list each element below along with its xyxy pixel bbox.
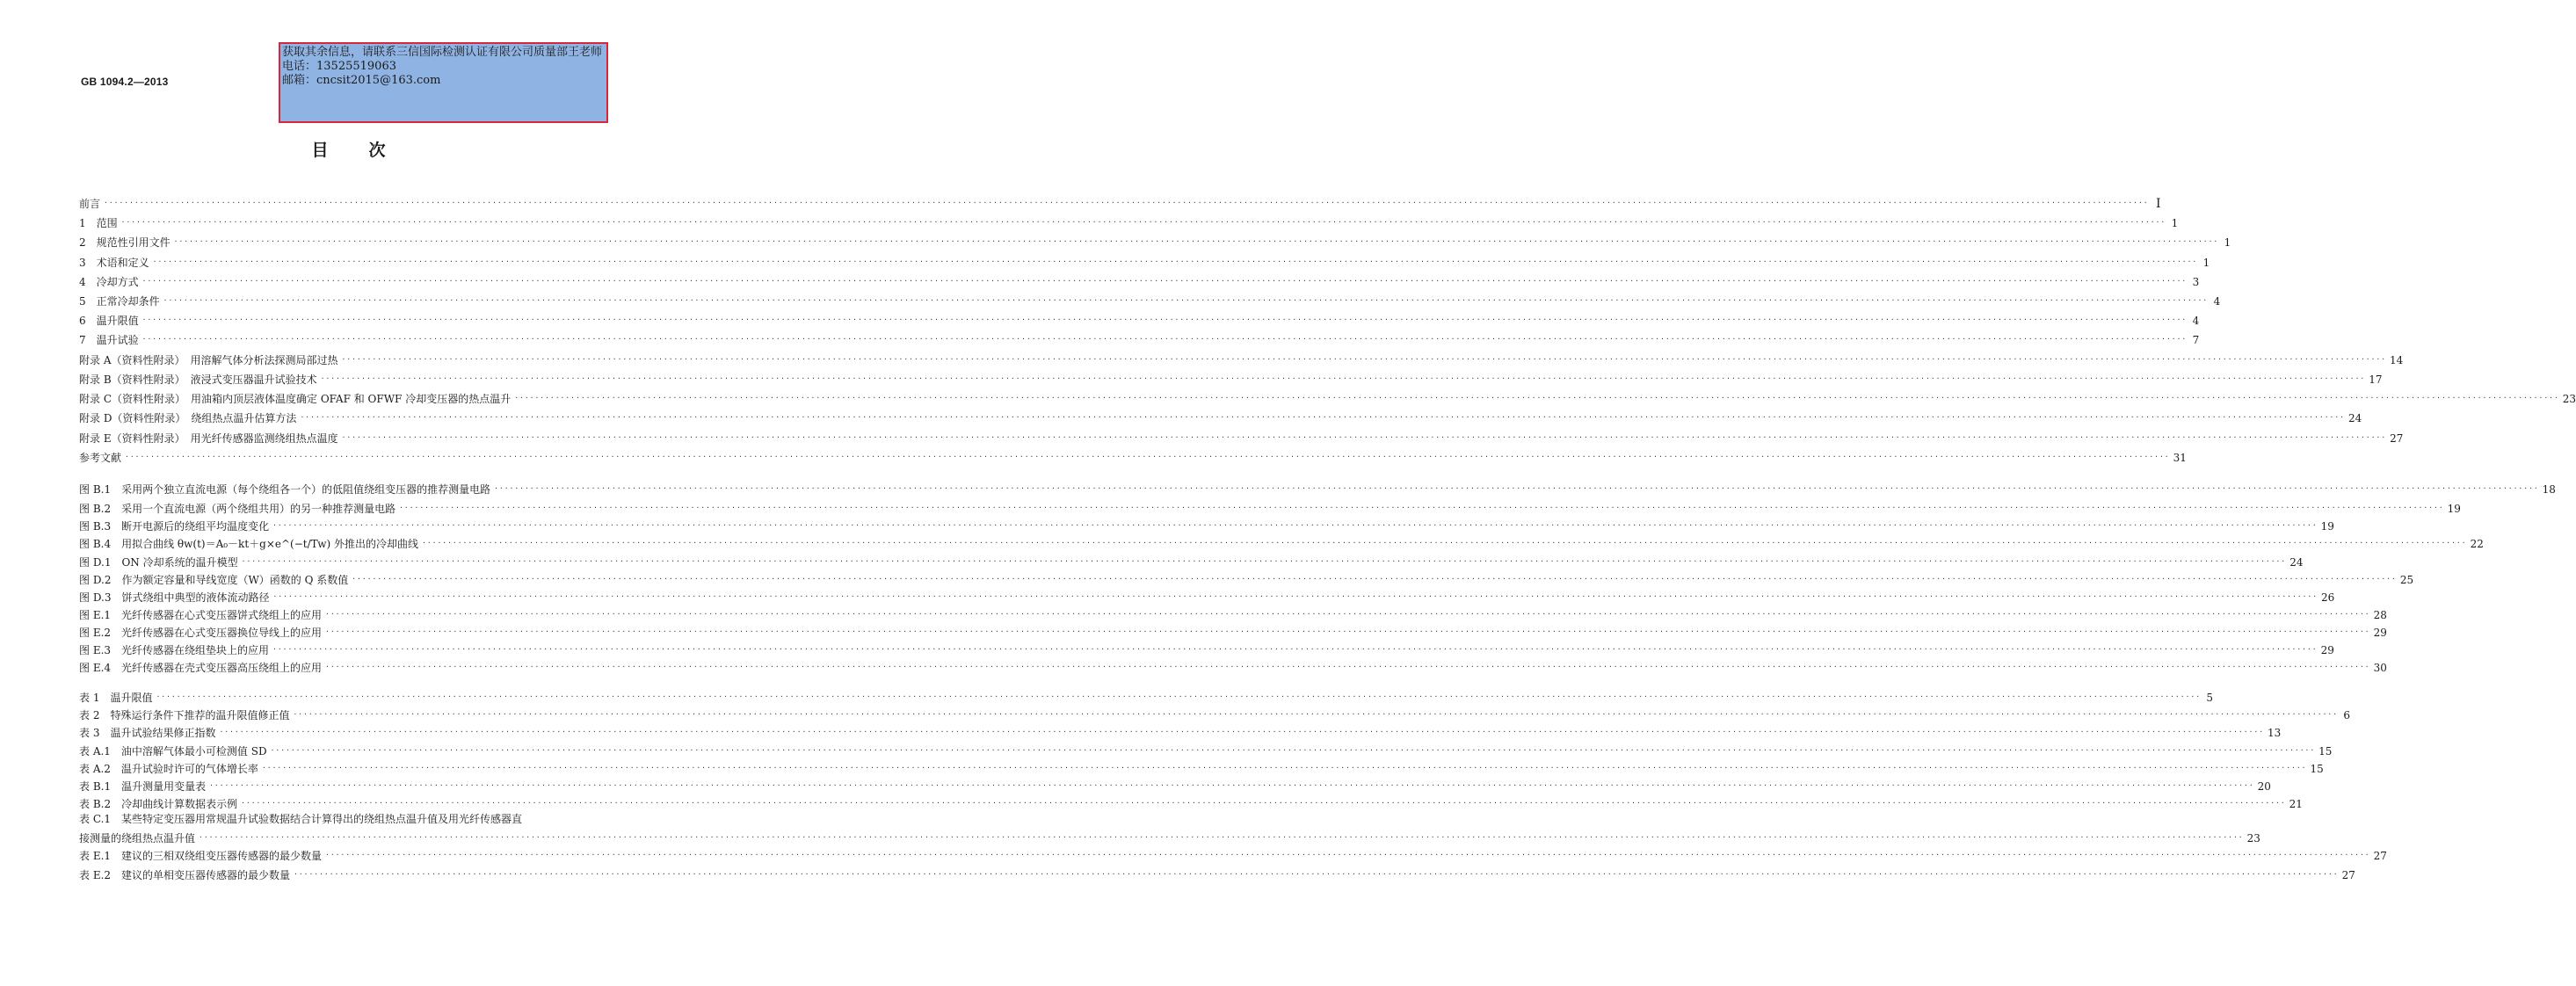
toc-entry[interactable] (79, 310, 2200, 328)
toc-entry[interactable] (79, 865, 2355, 882)
toc-leader-dots: ················································································································································································································································································································································································································ (141, 315, 2188, 323)
toc-entry-page: 22 (2470, 538, 2484, 550)
toc-entry-continuation (79, 831, 2260, 845)
toc-entry[interactable] (79, 552, 2304, 569)
notice-line-email: 邮箱：cncsit2015@163.com (282, 74, 441, 87)
toc-entry-page: 27 (2341, 869, 2355, 881)
toc-leader-dots: ················································································································································································································································································································································································································ (494, 484, 2539, 492)
toc-entry-label: 表 E.2 建议的单相变压器传感器的最少数量 (79, 869, 291, 881)
toc-entry-page: 24 (2289, 556, 2304, 569)
toc-entry-page: 19 (2320, 520, 2334, 533)
toc-entry-page: 23 (2562, 393, 2576, 405)
toc-entry-label: 前言 (79, 198, 101, 210)
notice-line-phone: 电话：13525519063 (282, 60, 396, 73)
toc-entry-label: 附录 C（资料性附录） 用油箱内顶层液体温度确定 OFAF 和 OFWF 冷却变压器的热点温升 (79, 393, 512, 405)
toc-leader-dots: ················································································································································································································································································································································································································ (270, 746, 2316, 754)
toc-entry-label: 附录 D（资料性附录） 绕组热点温升估算方法 (79, 412, 297, 424)
toc-entry-page: 31 (2173, 452, 2187, 464)
page-title-text: 目次 (311, 141, 426, 160)
toc-entry-page: 23 (2246, 832, 2260, 845)
toc-leader-dots: ················································································································································································································································································································································································································ (219, 728, 2265, 736)
toc-entry-label: 5 正常冷却条件 (79, 295, 160, 308)
toc-entry-page: 5 (2206, 692, 2214, 704)
toc-entry-label: 图 E.1 光纤传感器在心式变压器饼式绕组上的应用 (79, 609, 323, 621)
toc-entry-label: 2 规范性引用文件 (79, 236, 171, 249)
toc-entry-label: 图 D.1 ON 冷却系统的温升模型 (79, 556, 238, 569)
toc-entry[interactable] (79, 193, 2161, 211)
toc-entry-label: 附录 E（资料性附录） 用光纤传感器监测绕组热点温度 (79, 432, 338, 445)
standard-code: GB 1094.2—2013 (81, 76, 169, 88)
toc-entry[interactable] (79, 741, 2333, 758)
toc-entry-label: 图 B.4 用拟合曲线 θw(t)＝A₀－kt＋g×e^(−t/Tw) 外推出的冷却曲线 (79, 538, 418, 550)
toc-leader-dots: ················································································································································································································································································································································································································ (325, 663, 2370, 671)
toc-entry[interactable] (79, 428, 2404, 446)
toc-leader-dots: ················································································································································································································································································································································································································ (104, 199, 2149, 207)
toc-entry-label: 图 E.3 光纤传感器在绕组垫块上的应用 (79, 644, 270, 656)
toc-leader-dots: ················································································································································································································································································································································································································ (341, 433, 2387, 441)
toc-entry-label: 表 A.1 油中溶解气体最小可检测值 SD (79, 745, 267, 758)
toc-leader-dots: ················································································································································································································································································································································································································ (152, 257, 2198, 265)
toc-entry-page: 25 (2399, 574, 2414, 586)
toc-entry[interactable] (79, 330, 2200, 347)
toc-entry-label-cont: 接测量的绕组热点温升值 (79, 832, 196, 845)
toc-entry[interactable] (79, 369, 2383, 387)
toc-entry-page: 27 (2373, 850, 2387, 862)
toc-leader-dots: ················································································································································································································································································································································································································ (199, 833, 2244, 841)
toc-entry-label: 1 范围 (79, 217, 118, 229)
toc-entry-page: 20 (2257, 780, 2271, 793)
toc-leader-dots: ················································································································································································································································································································································································································ (341, 355, 2387, 363)
toc-entry-page: 26 (2321, 591, 2335, 604)
toc-entry-page: 27 (2390, 432, 2404, 445)
toc-entry-page: 1 (2224, 236, 2231, 249)
toc-entry-label: 6 温升限值 (79, 315, 139, 327)
toc-leader-dots: ················································································································································································································································································································································································································ (241, 799, 2286, 807)
toc-entry[interactable] (79, 687, 2214, 705)
toc-entry[interactable] (79, 845, 2387, 863)
toc-entry-page: 4 (2213, 295, 2221, 308)
toc-entry-label: 表 3 温升试验结果修正指数 (79, 727, 216, 739)
toc-entry[interactable] (79, 705, 2351, 722)
toc-leader-dots: ················································································································································································································································································································································································································ (325, 851, 2370, 859)
toc-leader-dots: ················································································································································································································································································································································································································ (209, 781, 2254, 789)
toc-entry[interactable] (79, 479, 2556, 497)
toc-leader-dots: ················································································································································································································································································································································································································ (120, 218, 2166, 226)
toc-entry-label: 参考文献 (79, 452, 122, 464)
toc-entry-page: 17 (2369, 373, 2383, 386)
toc-entry[interactable] (79, 605, 2387, 622)
toc-entry-page: 19 (2447, 503, 2461, 515)
toc-entry-label: 表 B.1 温升测量用变量表 (79, 780, 207, 793)
toc-leader-dots: ················································································································································································································································································································································································································ (156, 692, 2202, 700)
toc-entry-page: 30 (2373, 662, 2387, 674)
toc-entry[interactable] (79, 812, 2260, 845)
toc-entry[interactable] (79, 794, 2303, 811)
toc-entry-label: 4 冷却方式 (79, 276, 139, 288)
toc-entry[interactable] (79, 622, 2387, 640)
toc-entry-label: 图 B.1 采用两个独立直流电源（每个绕组各一个）的低阻值绕组变压器的推荐测量电路 (79, 483, 491, 496)
toc-entry[interactable] (79, 516, 2334, 533)
toc-entry-label: 表 2 特殊运行条件下推荐的温升限值修正值 (79, 709, 290, 721)
toc-leader-dots: ················································································································································································································································································································································································································ (261, 764, 2307, 772)
toc-entry-label: 7 温升试验 (79, 334, 139, 346)
toc-leader-dots: ················································································································································································································································································································································································································ (272, 521, 2318, 529)
page-title (0, 137, 697, 161)
toc-entry-page: 7 (2192, 334, 2200, 346)
toc-entry[interactable] (79, 291, 2221, 308)
toc-leader-dots: ················································································································································································································································································································································································································ (241, 557, 2287, 565)
toc-entry[interactable] (79, 350, 2404, 367)
toc-leader-dots: ················································································································································································································································································································································································································ (272, 592, 2318, 600)
toc-leader-dots: ················································································································································································································································································································································································································ (141, 277, 2188, 285)
toc-leader-dots: ················································································································································································································································································································································································································ (399, 504, 2444, 511)
toc-entry-page: 21 (2289, 798, 2303, 810)
toc-entry-label: 表 C.1 某些特定变压器用常规温升试验数据结合计算得出的绕组热点温升值及用光纤传感器直 (79, 813, 523, 825)
toc-leader-dots: ················································································································································································································································································································································································································ (352, 575, 2397, 583)
toc-entry-page: 28 (2373, 609, 2387, 621)
toc-leader-dots: ················································································································································································································································································································································································································ (320, 374, 2366, 382)
toc-entry-page: 6 (2343, 709, 2351, 721)
toc-entry[interactable] (79, 776, 2271, 794)
toc-entry[interactable] (79, 533, 2484, 551)
toc-entry[interactable] (79, 213, 2179, 230)
toc-leader-dots: ················································································································································································································································································································································································································ (422, 539, 2467, 547)
toc-entry-label: 图 D.3 饼式绕组中典型的液体流动路径 (79, 591, 270, 604)
toc-entry[interactable] (79, 569, 2414, 587)
toc-entry-label: 表 A.2 温升试验时许可的气体增长率 (79, 763, 258, 775)
toc-leader-dots: ················································································································································································································································································································································································································ (294, 870, 2339, 878)
toc-entry[interactable] (79, 722, 2282, 740)
toc-entry-page: 29 (2320, 644, 2334, 656)
toc-leader-dots: ················································································································································································································································································································································································································ (125, 453, 2170, 460)
notice-line-company: 获取其余信息，请联系三信国际检测认证有限公司质量部王老师 (282, 46, 603, 59)
toc-entry-label: 3 术语和定义 (79, 257, 149, 269)
toc-entry-page: 24 (2348, 412, 2362, 424)
toc-entry[interactable] (79, 408, 2362, 425)
toc-entry[interactable] (79, 447, 2187, 465)
toc-entry-label: 图 D.2 作为额定容量和导线宽度（W）函数的 Q 系数值 (79, 574, 349, 586)
toc-entry-label: 图 B.3 断开电源后的绕组平均温度变化 (79, 520, 270, 533)
toc-entry-page: 29 (2373, 627, 2387, 639)
toc-entry-page: 1 (2171, 217, 2179, 229)
toc-leader-dots: ················································································································································································································································································································································································································ (163, 296, 2209, 304)
toc-entry-label: 表 E.1 建议的三相双绕组变压器传感器的最少数量 (79, 850, 323, 862)
toc-entry-page: 14 (2390, 354, 2404, 366)
toc-entry-label: 附录 A（资料性附录） 用溶解气体分析法探测局部过热 (79, 354, 338, 366)
toc-leader-dots: ················································································································································································································································································································································································································ (325, 627, 2370, 635)
toc-entry[interactable] (79, 758, 2324, 776)
toc-entry[interactable] (79, 232, 2231, 250)
toc-leader-dots: ················································································································································································································································································································································································································ (300, 413, 2345, 421)
toc-entry[interactable] (79, 640, 2334, 657)
toc-leader-dots: ················································································································································································································································································································································································································ (293, 710, 2339, 718)
toc-entry-label: 附录 B（资料性附录） 液浸式变压器温升试验技术 (79, 373, 317, 386)
toc-entry-label: 图 B.2 采用一个直流电源（两个绕组共用）的另一种推荐测量电路 (79, 503, 396, 515)
toc-leader-dots: ················································································································································································································································································································································································································ (272, 645, 2318, 653)
toc-entry-page: I (2156, 197, 2161, 211)
toc-entry[interactable] (79, 587, 2335, 605)
contact-notice-box (279, 42, 608, 123)
toc-entry-label: 表 1 温升限值 (79, 692, 153, 704)
toc-leader-dots: ················································································································································································································································································································································································································ (514, 394, 2559, 402)
toc-leader-dots: ················································································································································································································································································································································································································ (325, 610, 2370, 618)
toc-entry-page: 18 (2542, 483, 2556, 496)
toc-entry-page: 15 (2310, 763, 2324, 775)
toc-entry-page: 15 (2318, 745, 2333, 758)
toc-entry[interactable] (79, 498, 2461, 516)
toc-entry-page: 3 (2192, 276, 2200, 288)
toc-entry-label: 表 B.2 冷却曲线计算数据表示例 (79, 798, 238, 810)
toc-entry[interactable] (79, 252, 2210, 270)
toc-entry-page: 1 (2202, 257, 2210, 269)
toc-entry[interactable] (79, 388, 2576, 406)
toc-entry-label: 图 E.2 光纤传感器在心式变压器换位导线上的应用 (79, 627, 323, 639)
toc-entry-label: 图 E.4 光纤传感器在壳式变压器高压绕组上的应用 (79, 662, 323, 674)
toc-entry[interactable] (79, 272, 2200, 289)
toc-entry-page: 4 (2192, 315, 2200, 327)
toc-leader-dots: ················································································································································································································································································································································································································ (141, 335, 2188, 343)
toc-entry[interactable] (79, 657, 2387, 675)
toc-entry-page: 13 (2268, 727, 2282, 739)
toc-leader-dots: ················································································································································································································································································································································································································ (173, 237, 2219, 245)
